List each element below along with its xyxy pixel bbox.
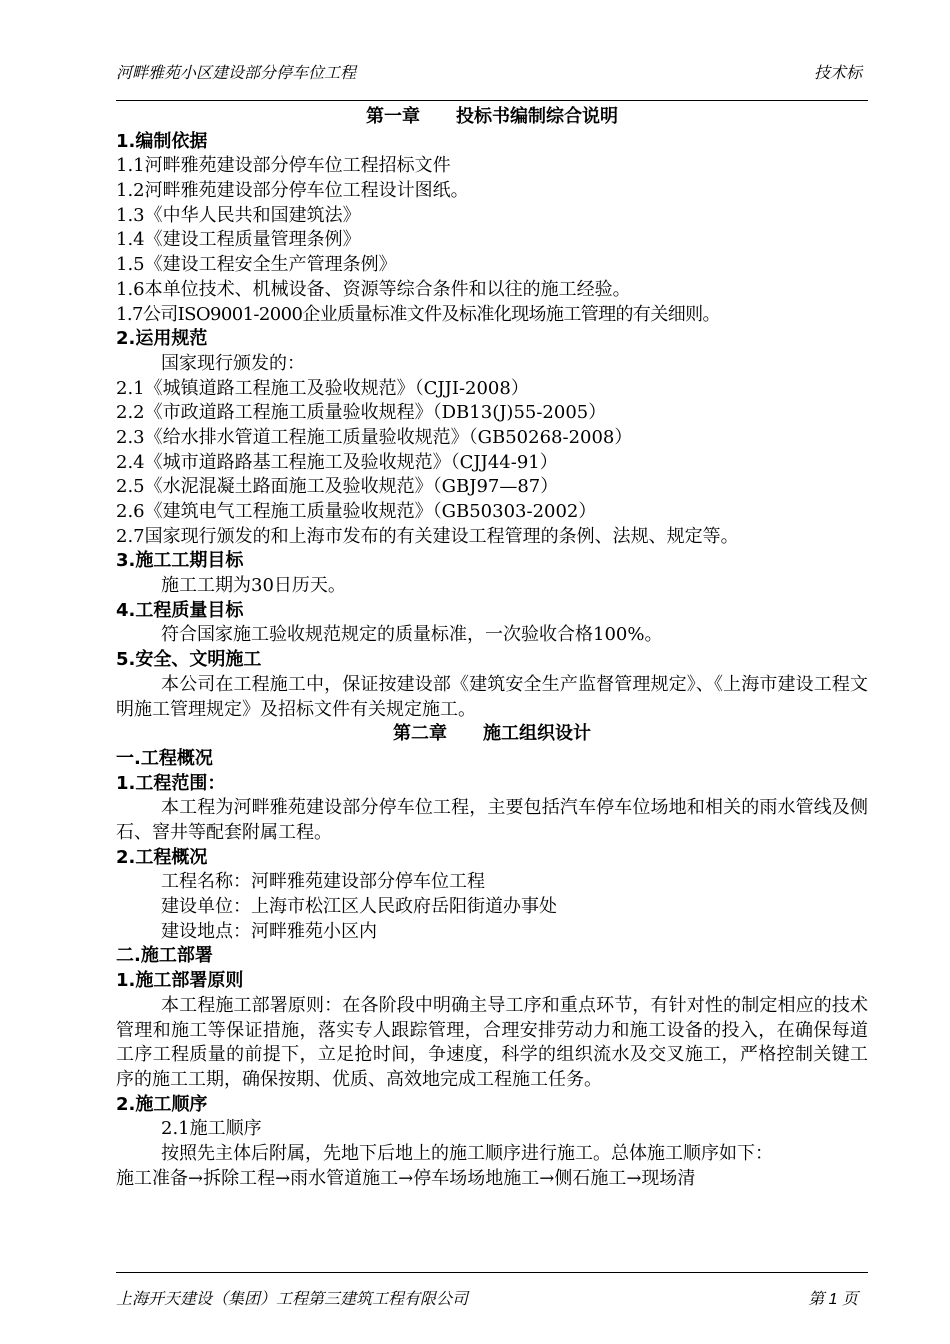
page-footer: [116, 1286, 866, 1308]
section-3-text: 施工工期为30日历天。: [161, 575, 346, 597]
section-2-title: 2.运用规范: [116, 328, 208, 350]
header-project-name: 河畔雅苑小区建设部分停车位工程: [116, 65, 357, 82]
list-item: 1.5《建设工程安全生产管理条例》: [116, 254, 397, 276]
list-item: 2.5《水泥混凝土路面施工及验收规范》（GBJ97—87）: [116, 476, 559, 498]
part-1-title: 一.工程概况: [116, 747, 213, 769]
project-info-line: 建设地点：河畔雅苑小区内: [161, 920, 377, 942]
section-2-intro: 国家现行颁发的：: [161, 352, 305, 374]
part-1-section-1-text: 本工程为河畔雅苑建设部分停车位工程，主要包括汽车停车位场地和相关的雨水管线及侧石、窨井等配套附属工程。: [116, 797, 868, 843]
header-doc-type: 技术标: [813, 65, 862, 82]
chapter-1-title: 第一章 投标书编制综合说明: [366, 106, 618, 127]
header-rule: [116, 100, 868, 101]
document-body: [116, 105, 868, 1191]
list-item: 1.6本单位技术、机械设备、资源等综合条件和以往的施工经验。: [116, 278, 631, 300]
part-2-section-2-text: 按照先主体后附属，先地下后地上的施工顺序进行施工。总体施工顺序如下：: [161, 1143, 773, 1164]
list-item: 1.1河畔雅苑建设部分停车位工程招标文件: [116, 155, 451, 177]
footer-company: 上海开天建设（集团）工程第三建筑工程有限公司: [116, 1291, 469, 1308]
list-item: 2.6《建筑电气工程施工质量验收规范》（GB50303-2002）: [116, 501, 597, 522]
footer-rule: [116, 1272, 868, 1273]
construction-flow: 施工准备→拆除工程→雨水管道施工→停车场场地施工→侧石施工→现场清: [116, 1167, 696, 1189]
list-item: 2.2《市政道路工程施工质量验收规程》（DB13(J)55-2005）: [116, 402, 607, 424]
section-5-text: 本公司在工程施工中，保证按建设部《建筑安全生产监督管理规定》、《上海市建设工程文明施工管理规定》及招标文件有关规定施工。: [116, 673, 868, 720]
section-1-title: 1.编制依据: [116, 130, 208, 152]
section-4-text: 符合国家施工验收规范规定的质量标准，一次验收合格100%。: [161, 624, 663, 646]
list-item: 1.7公司ISO9001-2000企业质量标准文件及标准化现场施工管理的有关细则。: [116, 303, 720, 325]
part-2-section-1-text: 本工程施工部署原则：在各阶段中明确主导工序和重点环节，有针对性的制定相应的技术管理和施工等保证措施，落实专人跟踪管理，合理安排劳动力和施工设备的投入，在确保每道工序工程质量的前提下，立足抢时间，争速度，科学的组织流水及交叉施工，严格控制关键工序的施工工期，确保按期、优质、高效地完成工程施工任务。: [116, 994, 868, 1090]
part-1-section-2-title: 2.工程概况: [116, 846, 208, 868]
project-info-line: 建设单位：上海市松江区人民政府岳阳街道办事处: [161, 896, 557, 918]
section-4-title: 4.工程质量目标: [116, 599, 244, 621]
project-info-line: 工程名称：河畔雅苑建设部分停车位工程: [161, 871, 485, 893]
list-item: 1.3《中华人民共和国建筑法》: [116, 204, 361, 226]
section-5-title: 5.安全、文明施工: [116, 649, 262, 671]
list-item: 2.4《城市道路路基工程施工及验收规范》（CJJ44-91）: [116, 451, 558, 473]
list-item: 1.4《建设工程质量管理条例》: [116, 229, 361, 251]
page-number: 第 1 页: [808, 1291, 858, 1308]
part-2-title: 二.施工部署: [116, 945, 213, 967]
chapter-2-title: 第二章 施工组织设计: [393, 723, 591, 745]
list-item: 2.3《给水排水管道工程施工质量验收规范》（GB50268-2008）: [116, 426, 633, 448]
part-1-section-1-title: 1.工程范围：: [116, 772, 226, 794]
list-item: 1.2河畔雅苑建设部分停车位工程设计图纸。: [116, 180, 469, 202]
list-item: 2.1《城镇道路工程施工及验收规范》（CJJI-2008）: [116, 377, 529, 399]
part-2-section-2-subtitle: 2.1施工顺序: [161, 1118, 262, 1140]
section-3-title: 3.施工工期目标: [116, 550, 244, 572]
part-2-section-1-title: 1.施工部署原则: [116, 970, 244, 992]
part-2-section-2-title: 2.施工顺序: [116, 1093, 208, 1115]
list-item: 2.7国家现行颁发的和上海市发布的有关建设工程管理的条例、法规、规定等。: [116, 525, 739, 547]
page-header: [116, 60, 866, 82]
